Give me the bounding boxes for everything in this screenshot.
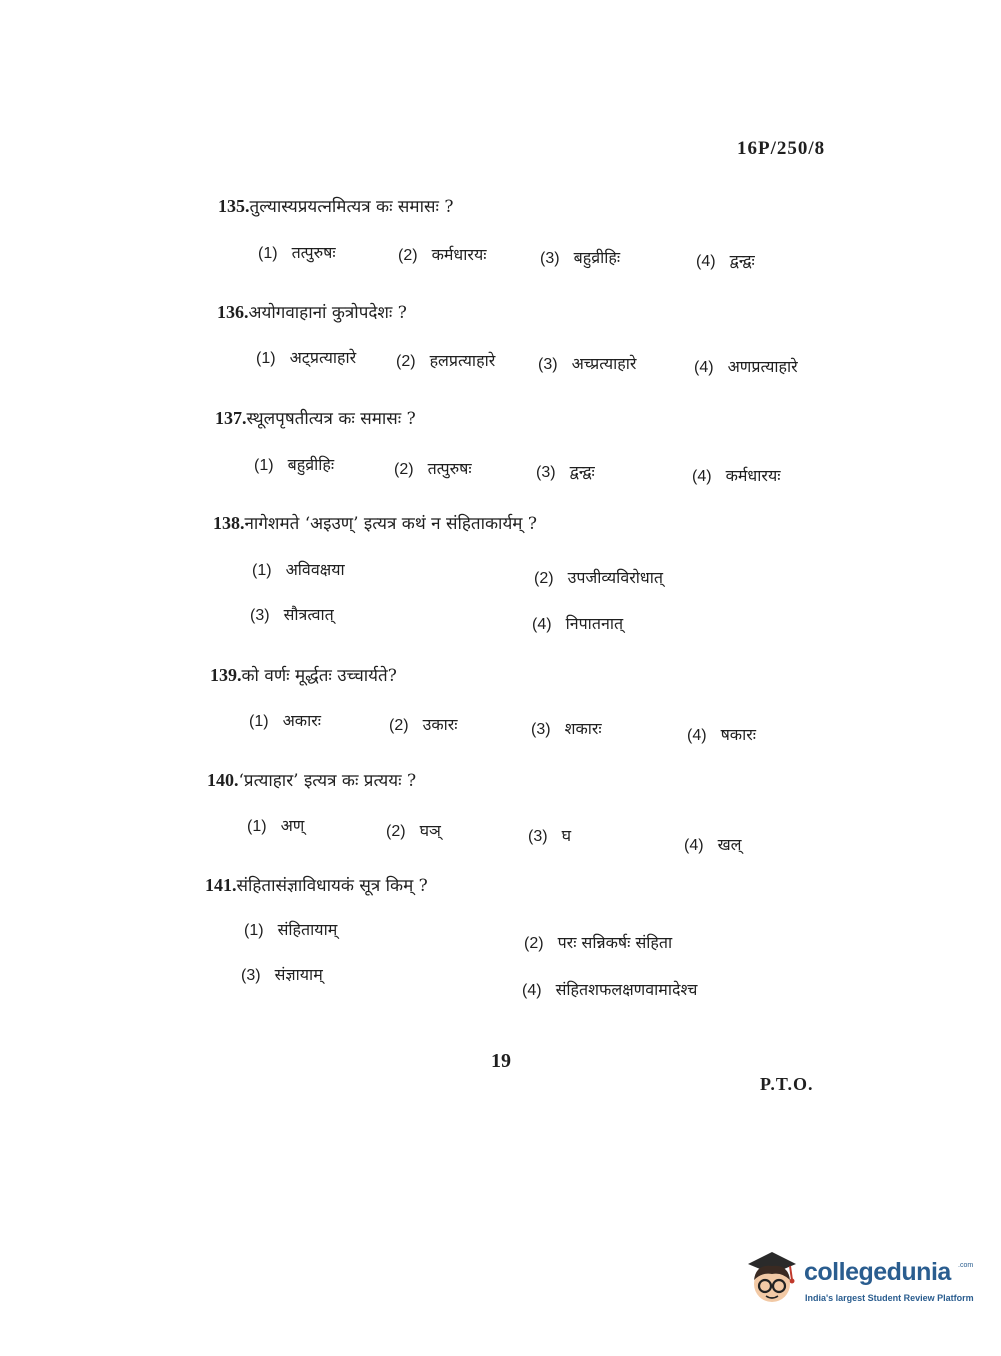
- question-number: 135.: [218, 196, 250, 216]
- option: (4) द्वन्द्वः: [696, 251, 755, 270]
- question-141: [205, 873, 428, 896]
- mascot-icon: [742, 1250, 800, 1312]
- option: (2) कर्मधारयः: [398, 245, 487, 264]
- option: (3) द्वन्द्वः: [536, 462, 595, 481]
- question-135: [218, 194, 453, 217]
- option: (1) बहुव्रीहिः: [254, 455, 335, 474]
- question-text: स्थूलपृषतीत्यत्र कः समासः ?: [246, 409, 416, 429]
- option: (4) कर्मधारयः: [692, 466, 781, 485]
- question-number: 136.: [217, 302, 249, 322]
- question-text: ‘प्रत्याहार’ इत्यत्र कः प्रत्ययः ?: [238, 771, 417, 791]
- option: (1) संहितायाम्: [244, 920, 338, 939]
- option: (1) तत्पुरुषः: [258, 243, 336, 262]
- question-text: संहितासंज्ञाविधायकं सूत्र किम् ?: [236, 876, 428, 896]
- option: (3) संज्ञायाम्: [241, 965, 323, 984]
- brand-domain: .com: [958, 1262, 974, 1269]
- question-138: [213, 511, 537, 534]
- option: (3) शकारः: [531, 719, 602, 738]
- option: (2) उपजीव्यविरोधात्: [534, 568, 664, 587]
- page-number: 19: [491, 1050, 511, 1072]
- option: (1) अण्: [247, 816, 305, 835]
- question-number: 141.: [205, 875, 237, 895]
- option: (4) खल्: [684, 835, 742, 854]
- question-text: अयोगवाहानां कुत्रोपदेशः ?: [248, 303, 407, 323]
- question-text: नागेशमते ‘अइउण्’ इत्यत्र कथं न संहिताकार्यम् ?: [244, 514, 537, 534]
- brand-tagline: India's largest Student Review Platform: [805, 1293, 974, 1303]
- option: (2) घञ्: [386, 821, 441, 840]
- option: (1) अकारः: [249, 711, 321, 730]
- option: (2) तत्पुरुषः: [394, 459, 472, 478]
- option: (3) बहुव्रीहिः: [540, 248, 621, 267]
- question-number: 138.: [213, 513, 245, 533]
- question-136: [217, 300, 407, 323]
- option: (2) उकारः: [389, 715, 458, 734]
- question-number: 137.: [215, 408, 247, 428]
- option: (4) संहितशफलक्षणवामादेश्च: [522, 980, 698, 999]
- option: (3) अच्प्रत्याहारे: [538, 354, 637, 373]
- question-140: [207, 768, 416, 791]
- option: (4) निपातनात्: [532, 614, 624, 633]
- question-137: [215, 406, 416, 429]
- paper-code: 16P/250/8: [737, 138, 826, 159]
- collegedunia-watermark: [742, 1250, 972, 1320]
- question-text: को वर्णः मूर्द्धतः उच्चार्यते?: [241, 666, 397, 686]
- pto-label: P.T.O.: [760, 1074, 814, 1094]
- option: (1) अट्प्रत्याहारे: [256, 348, 357, 367]
- question-text: तुल्यास्यप्रयत्नमित्यत्र कः समासः ?: [249, 197, 454, 217]
- brand-name: collegedunia: [804, 1258, 951, 1286]
- option: (2) हलप्रत्याहारे: [396, 351, 496, 370]
- question-number: 139.: [210, 665, 242, 685]
- option: (4) अणप्रत्याहारे: [694, 357, 798, 376]
- option: (3) सौत्रत्वात्: [250, 605, 334, 624]
- option: (4) षकारः: [687, 725, 757, 744]
- question-139: [210, 663, 397, 686]
- question-number: 140.: [207, 770, 239, 790]
- option: (1) अविवक्षया: [252, 560, 345, 579]
- option: (3) घ: [528, 826, 572, 845]
- option: (2) परः सन्निकर्षः संहिता: [524, 933, 673, 952]
